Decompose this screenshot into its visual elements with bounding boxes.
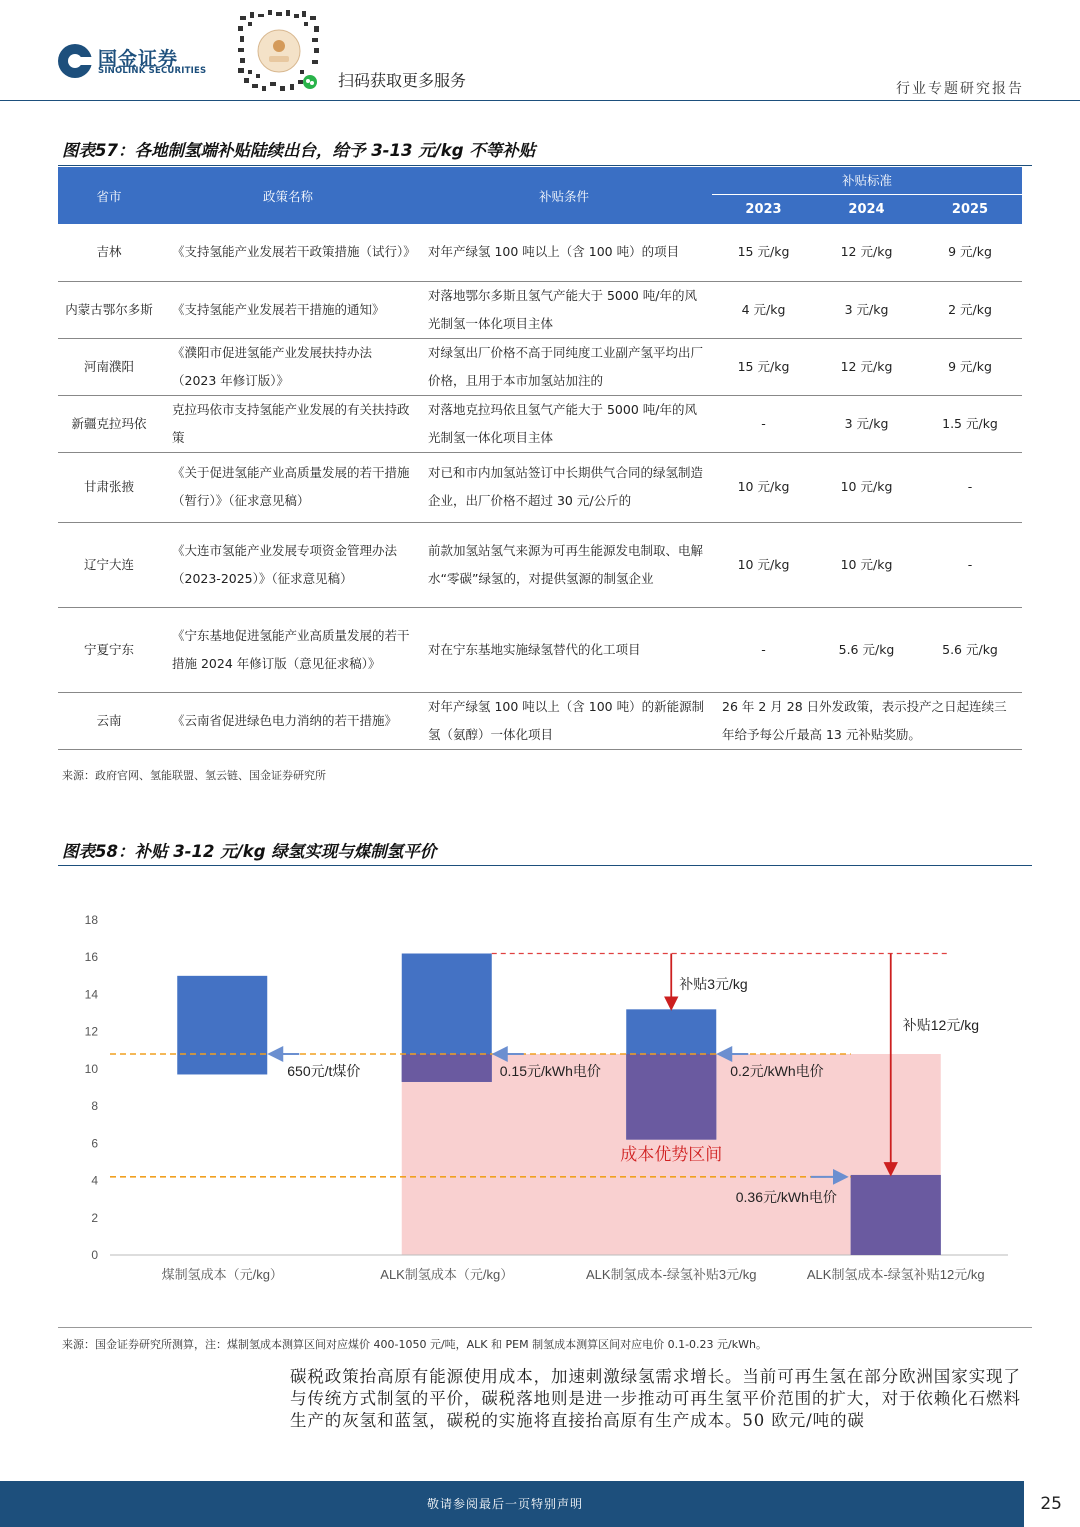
header-standard: 补贴标准 <box>712 167 1022 194</box>
cell-policy: 《宁东基地促进氢能产业高质量发展的若干措施 2024 年修订版（意见征求稿）》 <box>160 607 416 692</box>
figure-58-bottom-rule <box>58 1327 1032 1328</box>
sinolink-logo-icon <box>58 44 92 78</box>
cell-policy: 《大连市氢能产业发展专项资金管理办法（2023-2025）》（征求意见稿） <box>160 522 416 607</box>
logo-name-cn: 国金证券 <box>98 48 179 70</box>
header-2024: 2024 <box>815 194 918 224</box>
cost-advantage-label: 成本优势区间 <box>620 1145 723 1166</box>
header-condition: 补贴条件 <box>416 167 712 224</box>
cell-policy: 《支持氢能产业发展若干政策措施（试行）》 <box>160 224 416 281</box>
page-number: 25 <box>1040 1494 1062 1514</box>
cell-condition: 对年产绿氢 100 吨以上（含 100 吨）的项目 <box>416 224 712 281</box>
body-paragraph: 碳税政策抬高原有能源使用成本，加速刺激绿氢需求增长。当前可再生氢在部分欧洲国家实现了与传统方式制氢的平价，碳税落地则是进一步推动可再生氢平价范围的扩大，对于依赖化石燃料生产的灰氢和蓝氢，碳税的实施将直接抬高原有生产成本。50 欧元/吨的碳 <box>290 1367 1021 1430</box>
cell-policy: 克拉玛依市支持氢能产业发展的有关扶持政策 <box>160 395 416 452</box>
y-tick-label: 14 <box>84 987 98 1002</box>
figure-58-source: 来源：国金证券研究所测算，注：煤制氢成本测算区间对应煤价 400-1050 元/吨，ALK 和 PEM 制氢成本测算区间对应电价 0.1-0.23 元/kWh。 <box>62 1338 767 1351</box>
bar-cost-range <box>177 976 267 1075</box>
cell-2024: 3 元/kg <box>815 281 918 338</box>
cell-2024: 10 元/kg <box>815 522 918 607</box>
y-tick-label: 6 <box>91 1136 98 1151</box>
cell-2024: 3 元/kg <box>815 395 918 452</box>
figure-57-rule <box>58 165 1032 166</box>
y-tick-label: 10 <box>84 1061 98 1076</box>
table-row <box>58 281 1022 338</box>
cell-2023: - <box>712 607 815 692</box>
cell-2023: - <box>712 395 815 452</box>
y-tick-label: 12 <box>84 1024 98 1039</box>
qr-caption: 扫码获取更多服务 <box>338 71 467 90</box>
footer-disclaimer[interactable]: 敬请参阅最后一页特别声明 <box>426 1497 583 1511</box>
cell-2023: 15 元/kg <box>712 224 815 281</box>
figure-58-rule <box>58 865 1032 866</box>
table-row <box>58 224 1022 281</box>
figure-57-source: 来源：政府官网、氢能联盟、氢云链、国金证券研究所 <box>62 769 326 782</box>
cell-condition: 对绿氢出厂价格不高于同纯度工业副产氢平均出厂价格，且用于本市加氢站加注的 <box>416 338 712 395</box>
cell-2025: 9 元/kg <box>918 224 1022 281</box>
cell-2025: - <box>918 452 1022 522</box>
cell-province: 河南濮阳 <box>58 338 160 395</box>
y-tick-label: 16 <box>84 950 98 965</box>
price-annotation: 650元/t煤价 <box>287 1063 361 1079</box>
header-divider <box>0 100 1080 101</box>
cell-2024: 12 元/kg <box>815 224 918 281</box>
cell-province: 吉林 <box>58 224 160 281</box>
y-tick-label: 4 <box>91 1173 98 1188</box>
x-tick-label: ALK制氢成本（元/kg） <box>380 1267 514 1282</box>
y-tick-label: 0 <box>91 1248 98 1262</box>
table-row <box>58 522 1022 607</box>
page-header <box>0 0 1080 102</box>
cell-2023: 4 元/kg <box>712 281 815 338</box>
cell-condition: 对已和市内加氢站签订中长期供气合同的绿氢制造企业，出厂价格不超过 30 元/公斤的 <box>416 452 712 522</box>
table-row <box>58 607 1022 692</box>
report-type: 行业专题研究报告 <box>896 81 1024 97</box>
bar-cost-range <box>626 1054 716 1140</box>
subsidy-parity-chart <box>58 895 1032 1295</box>
y-tick-label: 8 <box>91 1099 98 1114</box>
cell-condition: 对落地鄂尔多斯且氢气产能大于 5000 吨/年的风光制氢一体化项目主体 <box>416 281 712 338</box>
figure-57-title: 图表57：各地制氢端补贴陆续出台，给予 3-13 元/kg 不等补贴 <box>62 141 536 160</box>
qr-code-icon[interactable] <box>236 8 322 94</box>
cell-2024: 10 元/kg <box>815 452 918 522</box>
cell-policy: 《濮阳市促进氢能产业发展扶持办法（2023 年修订版）》 <box>160 338 416 395</box>
cell-province: 内蒙古鄂尔多斯 <box>58 281 160 338</box>
cell-2025: 2 元/kg <box>918 281 1022 338</box>
header-2025: 2025 <box>918 194 1022 224</box>
cell-province: 辽宁大连 <box>58 522 160 607</box>
x-tick-label: 煤制氢成本（元/kg） <box>161 1267 283 1282</box>
bar-cost-range <box>402 1054 492 1082</box>
header-2023: 2023 <box>712 194 815 224</box>
price-annotation: 0.2元/kWh电价 <box>730 1063 824 1079</box>
price-annotation: 0.15元/kWh电价 <box>499 1063 601 1079</box>
cell-policy: 《关于促进氢能产业高质量发展的若干措施（暂行）》（征求意见稿） <box>160 452 416 522</box>
y-tick-label: 2 <box>91 1210 98 1225</box>
cell-2023: 10 元/kg <box>712 522 815 607</box>
cell-2023: 15 元/kg <box>712 338 815 395</box>
cell-province: 宁夏宁东 <box>58 607 160 692</box>
cell-2024: 5.6 元/kg <box>815 607 918 692</box>
cell-province: 新疆克拉玛依 <box>58 395 160 452</box>
subsidy-annotation: 补贴12元/kg <box>902 1016 979 1033</box>
cell-2024: 12 元/kg <box>815 338 918 395</box>
cell-policy: 《支持氢能产业发展若干措施的通知》 <box>160 281 416 338</box>
x-tick-label: ALK制氢成本-绿氢补贴3元/kg <box>586 1267 757 1282</box>
bar-cost-range <box>851 1175 941 1255</box>
logo-name-en: SINOLINK SECURITIES <box>98 66 207 76</box>
table-row <box>58 452 1022 522</box>
cell-policy: 《云南省促进绿色电力消纳的若干措施》 <box>160 692 416 749</box>
header-province: 省市 <box>58 167 160 224</box>
cell-province: 甘肃张掖 <box>58 452 160 522</box>
cell-standard-merged: 26 年 2 月 28 日外发政策，表示投产之日起连续三年给予每公斤最高 13 元补贴奖励。 <box>712 692 1022 749</box>
cell-2023: 10 元/kg <box>712 452 815 522</box>
table-row <box>58 692 1022 749</box>
cell-condition: 前款加氢站氢气来源为可再生能源发电制取、电解水“零碳”绿氢的，对提供氢源的制氢企业 <box>416 522 712 607</box>
cell-condition: 对年产绿氢 100 吨以上（含 100 吨）的新能源制氢（氨醇）一体化项目 <box>416 692 712 749</box>
cell-2025: 5.6 元/kg <box>918 607 1022 692</box>
cell-2025: 1.5 元/kg <box>918 395 1022 452</box>
price-annotation: 0.36元/kWh电价 <box>735 1188 837 1205</box>
x-tick-label: ALK制氢成本-绿氢补贴12元/kg <box>806 1267 985 1282</box>
cell-2025: - <box>918 522 1022 607</box>
subsidy-policy-table <box>58 167 1022 750</box>
table-row <box>58 395 1022 452</box>
y-tick-label: 18 <box>84 913 98 927</box>
subsidy-annotation: 补贴3元/kg <box>679 975 748 992</box>
table-row <box>58 338 1022 395</box>
cell-condition: 对落地克拉玛依且氢气产能大于 5000 吨/年的风光制氢一体化项目主体 <box>416 395 712 452</box>
cell-condition: 对在宁东基地实施绿氢替代的化工项目 <box>416 607 712 692</box>
header-policy: 政策名称 <box>160 167 416 224</box>
figure-58-title: 图表58：补贴 3-12 元/kg 绿氢实现与煤制氢平价 <box>62 842 437 861</box>
cell-province: 云南 <box>58 692 160 749</box>
cell-2025: 9 元/kg <box>918 338 1022 395</box>
